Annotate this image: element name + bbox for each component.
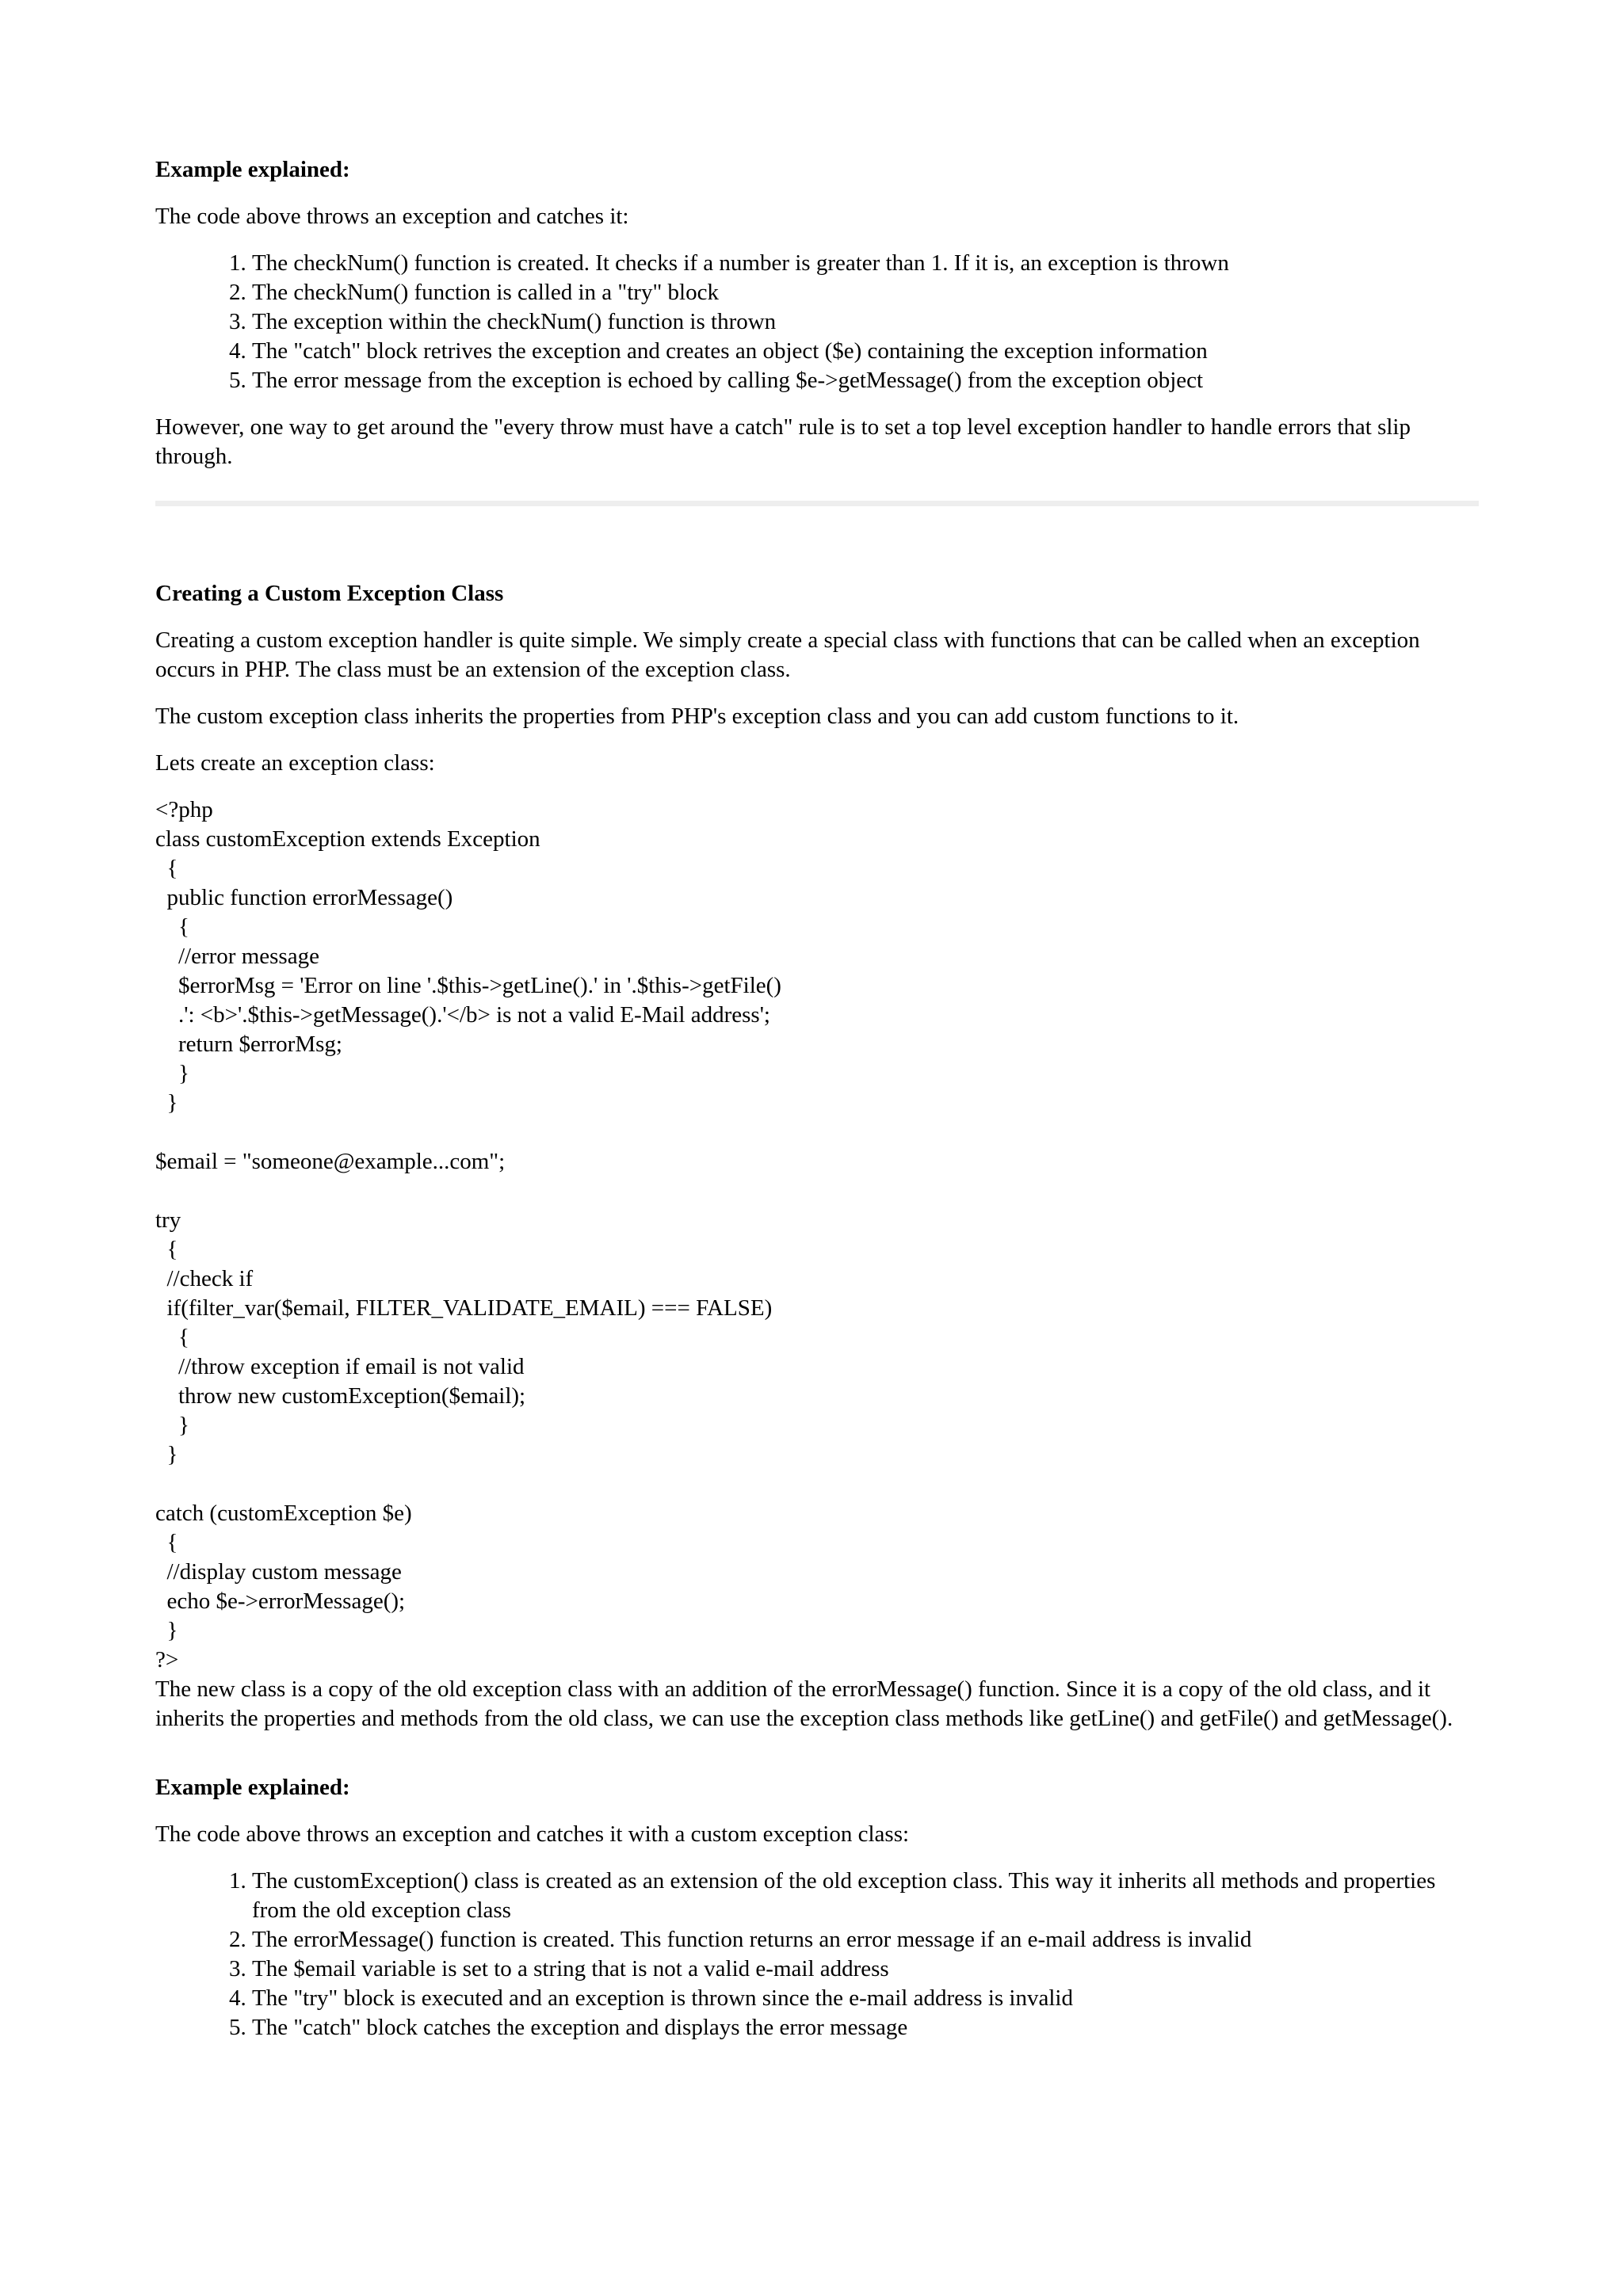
paragraph: The custom exception class inherits the properties from PHP's exception class and you can add custom functions to it. bbox=[155, 704, 1239, 729]
paragraph: Lets create an exception class: bbox=[155, 750, 435, 776]
section-heading: Example explained: bbox=[155, 1775, 350, 1800]
list-item: 5. The error message from the exception is echoed by calling $e->getMessage() from the exception object bbox=[252, 366, 1479, 395]
code-block: <?php class customException extends Exception { public function errorMessage() { //error message $errorMsg = 'Error on line '.$this->getLine().' in '.$this->getFile() .': <b>'.$this->getMessage().'</b> is not a valid E-Mail address'; return $errorMsg; } } $email = "someone@example...com"; try { //check if if(filter_var($email, FILTER_VALIDATE_EMAIL) === FALSE) { //throw exception if email is not valid throw new customException($email); } } catch (customException $e) { //display custom message echo $e->errorMessage(); } ?> bbox=[155, 797, 781, 1672]
list-item: 4. The "try" block is executed and an exception is thrown since the e-mail address is invalid bbox=[252, 1984, 1479, 2013]
list-item: 1. The customException() class is created as an extension of the old exception class. This way it inherits all methods and properties from the old exception class bbox=[252, 1867, 1479, 1925]
section-heading: Creating a Custom Exception Class bbox=[155, 581, 504, 606]
intro-paragraph: The code above throws an exception and catches it: bbox=[155, 204, 629, 229]
example-explained-section-1 bbox=[155, 155, 1479, 471]
steps-list bbox=[155, 1867, 1479, 2042]
list-item: 4. The "catch" block retrives the exception and creates an object ($e) containing the exception information bbox=[252, 337, 1479, 366]
intro-paragraph: The code above throws an exception and catches it with a custom exception class: bbox=[155, 1821, 910, 1847]
note-paragraph: However, one way to get around the "every throw must have a catch" rule is to set a top level exception handler to handle errors that slip through. bbox=[155, 414, 1411, 469]
list-item: 2. The errorMessage() function is created. This function returns an error message if an e-mail address is invalid bbox=[252, 1925, 1479, 1955]
list-item: 3. The exception within the checkNum() function is thrown bbox=[252, 307, 1479, 337]
list-item: 5. The "catch" block catches the exception and displays the error message bbox=[252, 2013, 1479, 2042]
list-item: 3. The $email variable is set to a string that is not a valid e-mail address bbox=[252, 1955, 1479, 1984]
steps-list bbox=[155, 249, 1479, 395]
custom-exception-section bbox=[155, 579, 1479, 1733]
paragraph: Creating a custom exception handler is quite simple. We simply create a special class with functions that can be called when an exception occurs in PHP. The class must be an extension of the exception class. bbox=[155, 627, 1420, 682]
paragraph: The new class is a copy of the old exception class with an addition of the errorMessage() function. Since it is a copy of the old class, and it inherits the properties and methods from the old class, we can use the exception class methods like getLine() and getFile() and getMessage(). bbox=[155, 1676, 1453, 1731]
list-item: 1. The checkNum() function is created. It checks if a number is greater than 1. If it is, an exception is thrown bbox=[252, 249, 1479, 278]
section-heading: Example explained: bbox=[155, 157, 350, 182]
example-explained-section-2 bbox=[155, 1773, 1479, 2042]
section-divider bbox=[155, 501, 1479, 506]
list-item: 2. The checkNum() function is called in a "try" block bbox=[252, 278, 1479, 307]
